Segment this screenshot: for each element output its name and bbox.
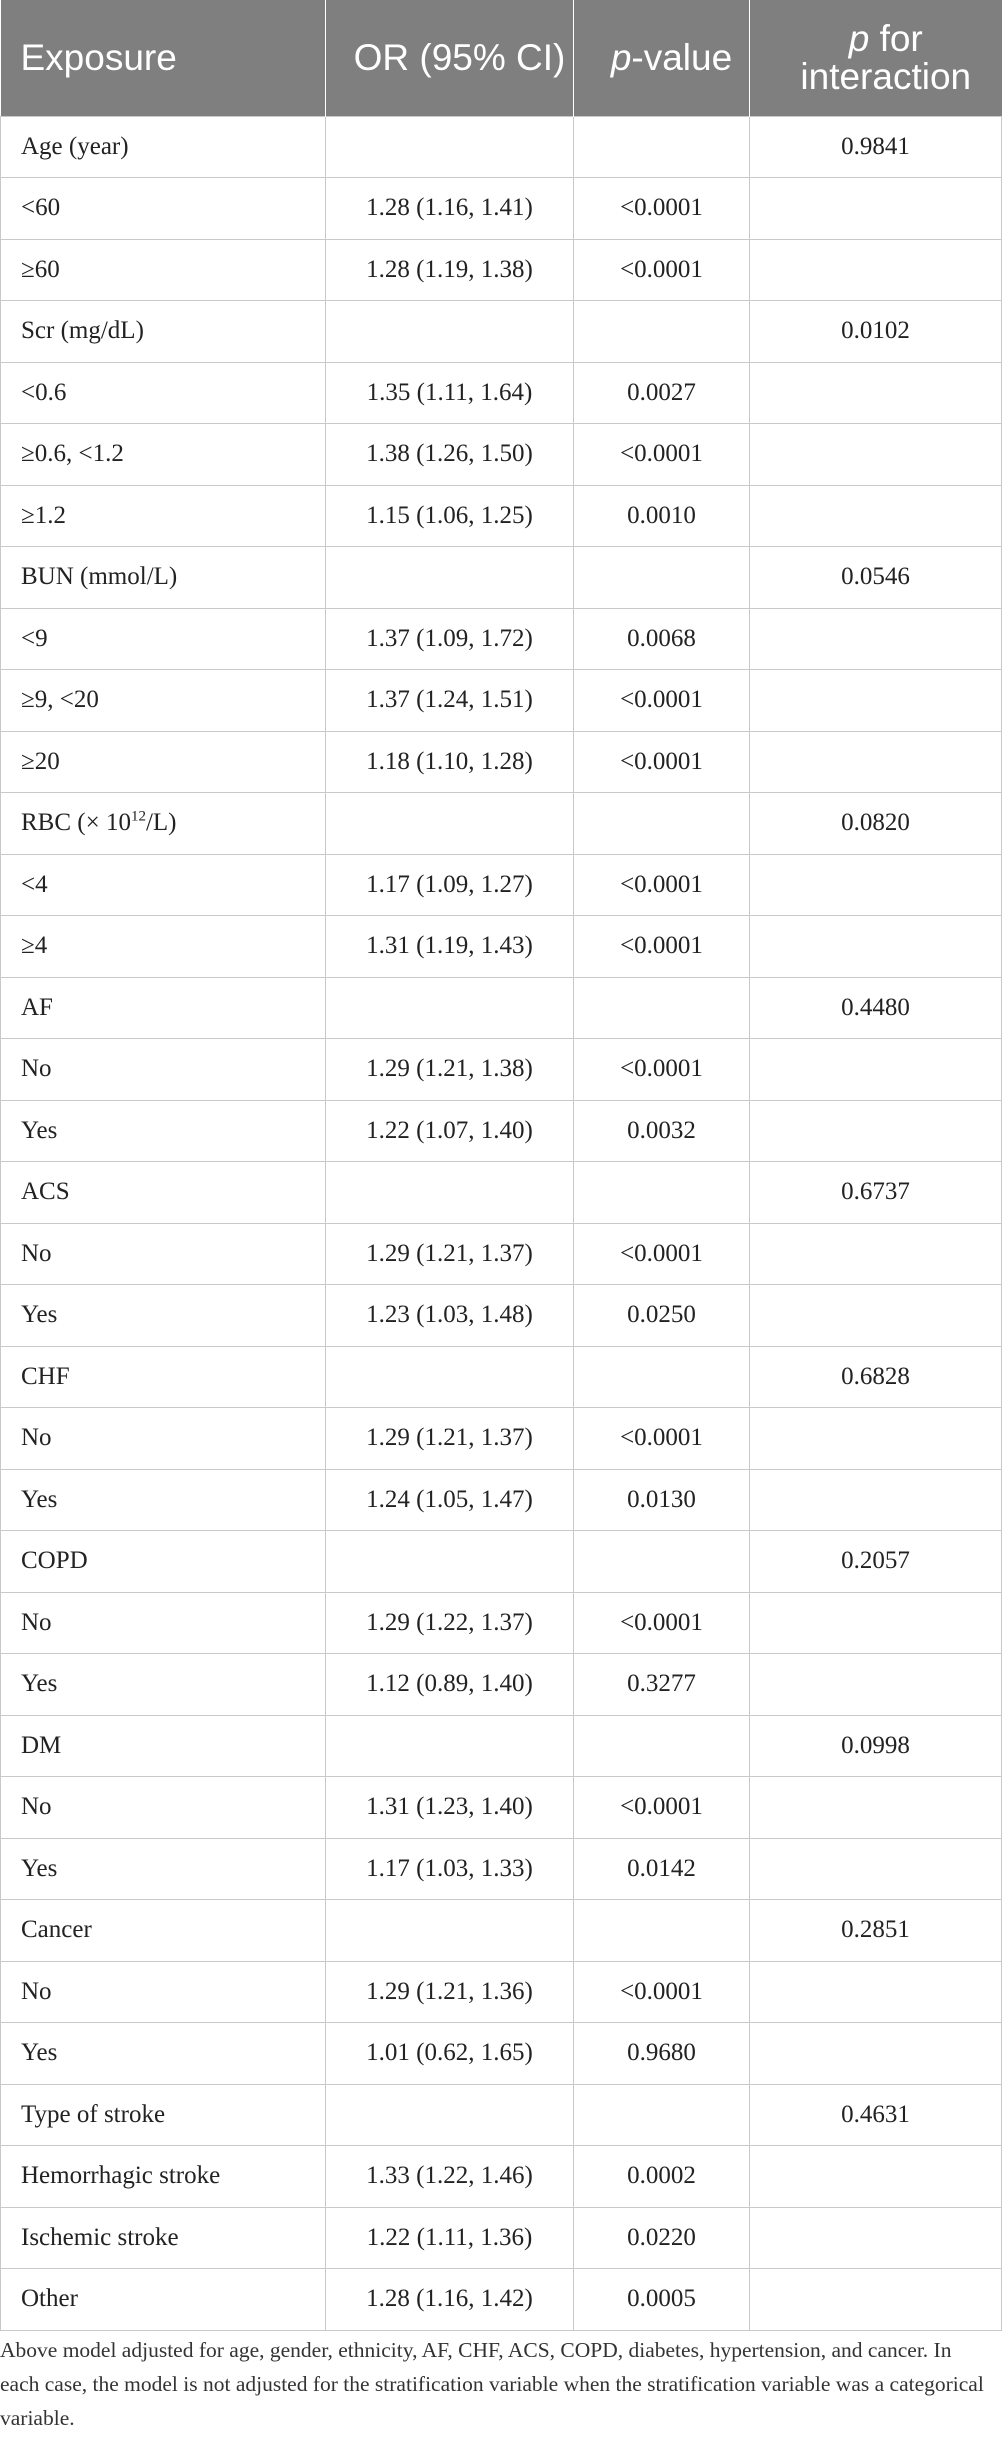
- exposure-label: AF: [21, 993, 53, 1021]
- cell-or: [326, 977, 574, 1039]
- cell-pvalue: <0.0001: [574, 1961, 750, 2023]
- exposure-label: Yes: [21, 1670, 58, 1698]
- cell-or: 1.37 (1.09, 1.72): [326, 608, 574, 670]
- cell-pvalue: <0.0001: [574, 1039, 750, 1101]
- cell-pvalue: [574, 793, 750, 855]
- cell-or: [326, 547, 574, 609]
- cell-pvalue: 0.0027: [574, 362, 750, 424]
- cell-or: [326, 2084, 574, 2146]
- table-row: [1, 977, 1002, 1039]
- cell-exposure: [1, 1408, 326, 1470]
- cell-p-interaction: 0.2851: [750, 1900, 1002, 1962]
- cell-pvalue: 0.0005: [574, 2269, 750, 2331]
- cell-exposure: [1, 1285, 326, 1347]
- cell-or: 1.31 (1.23, 1.40): [326, 1777, 574, 1839]
- table-row: [1, 608, 1002, 670]
- cell-p-interaction: [750, 854, 1002, 916]
- exposure-label: <4: [21, 870, 48, 898]
- cell-p-interaction: 0.0998: [750, 1715, 1002, 1777]
- table-row: [1, 2269, 1002, 2331]
- cell-exposure: [1, 1039, 326, 1101]
- table-row: [1, 916, 1002, 978]
- cell-or: 1.12 (0.89, 1.40): [326, 1654, 574, 1716]
- exposure-superscript: 12: [130, 808, 146, 825]
- cell-or: 1.28 (1.16, 1.41): [326, 178, 574, 240]
- table-row: [1, 1223, 1002, 1285]
- table-row: [1, 670, 1002, 732]
- cell-p-interaction: [750, 362, 1002, 424]
- cell-exposure: [1, 239, 326, 301]
- cell-exposure: [1, 301, 326, 363]
- cell-exposure: [1, 1654, 326, 1716]
- table-row: [1, 239, 1002, 301]
- cell-pvalue: <0.0001: [574, 1408, 750, 1470]
- cell-or: 1.37 (1.24, 1.51): [326, 670, 574, 732]
- cell-or: [326, 116, 574, 178]
- cell-pvalue: <0.0001: [574, 239, 750, 301]
- cell-or: 1.33 (1.22, 1.46): [326, 2146, 574, 2208]
- table-row: [1, 854, 1002, 916]
- cell-pvalue: <0.0001: [574, 1223, 750, 1285]
- cell-exposure: [1, 424, 326, 486]
- cell-or: 1.29 (1.21, 1.37): [326, 1408, 574, 1470]
- table-row: [1, 1469, 1002, 1531]
- cell-exposure: [1, 1346, 326, 1408]
- cell-exposure: [1, 1961, 326, 2023]
- cell-p-interaction: [750, 1223, 1002, 1285]
- exposure-label: ≥4: [21, 932, 48, 960]
- exposure-label: ≥0.6, <1.2: [21, 440, 124, 468]
- exposure-label: Yes: [21, 2039, 58, 2067]
- cell-pvalue: [574, 547, 750, 609]
- cell-pvalue: <0.0001: [574, 1592, 750, 1654]
- cell-pvalue: 0.0130: [574, 1469, 750, 1531]
- cell-or: 1.28 (1.16, 1.42): [326, 2269, 574, 2331]
- cell-or: 1.22 (1.11, 1.36): [326, 2207, 574, 2269]
- header-pvalue: [574, 0, 750, 116]
- exposure-label: Yes: [21, 1116, 58, 1144]
- header-pvalue-rest: -value: [631, 36, 733, 78]
- cell-or: 1.29 (1.21, 1.38): [326, 1039, 574, 1101]
- cell-exposure: [1, 485, 326, 547]
- exposure-label: RBC (× 10: [21, 809, 131, 837]
- table-row: [1, 1777, 1002, 1839]
- cell-p-interaction: [750, 239, 1002, 301]
- cell-exposure: [1, 1715, 326, 1777]
- cell-exposure: [1, 977, 326, 1039]
- cell-exposure: [1, 1592, 326, 1654]
- exposure-label: No: [21, 1424, 52, 1452]
- table-row: [1, 485, 1002, 547]
- cell-p-interaction: [750, 1592, 1002, 1654]
- table-row: [1, 116, 1002, 178]
- table-row: [1, 1039, 1002, 1101]
- exposure-label: Cancer: [21, 1916, 92, 1944]
- cell-p-interaction: [750, 1285, 1002, 1347]
- table-row: [1, 2146, 1002, 2208]
- cell-exposure: [1, 1900, 326, 1962]
- exposure-label: <0.6: [21, 378, 67, 406]
- cell-p-interaction: [750, 1838, 1002, 1900]
- cell-exposure: [1, 362, 326, 424]
- cell-or: 1.17 (1.09, 1.27): [326, 854, 574, 916]
- cell-or: 1.18 (1.10, 1.28): [326, 731, 574, 793]
- cell-p-interaction: 0.4631: [750, 2084, 1002, 2146]
- exposure-label: Type of stroke: [21, 2100, 166, 2128]
- cell-pvalue: <0.0001: [574, 916, 750, 978]
- cell-exposure: [1, 670, 326, 732]
- table-footnote: Above model adjusted for age, gender, ethnicity, AF, CHF, ACS, COPD, diabetes, hypertension, and cancer. In each case, the model is not adjusted for the stratification variable when the stratification variable was a categorical variable.: [0, 2338, 984, 2430]
- table-body: [1, 116, 1002, 2330]
- cell-pvalue: <0.0001: [574, 178, 750, 240]
- header-or: OR (95% CI): [326, 0, 574, 116]
- cell-or: [326, 1715, 574, 1777]
- header-exposure: Exposure: [1, 0, 326, 116]
- exposure-label: Yes: [21, 1485, 58, 1513]
- header-pvalue-p: p: [610, 36, 632, 78]
- cell-pvalue: 0.0142: [574, 1838, 750, 1900]
- table-row: [1, 1961, 1002, 2023]
- cell-pvalue: [574, 301, 750, 363]
- cell-exposure: [1, 116, 326, 178]
- exposure-label: Ischemic stroke: [21, 2223, 179, 2251]
- table-row: [1, 1900, 1002, 1962]
- exposure-label: No: [21, 1793, 52, 1821]
- cell-exposure: [1, 178, 326, 240]
- cell-or: [326, 1900, 574, 1962]
- table-row: [1, 793, 1002, 855]
- exposure-label: ACS: [21, 1178, 70, 1206]
- cell-p-interaction: [750, 178, 1002, 240]
- cell-p-interaction: 0.0102: [750, 301, 1002, 363]
- cell-pvalue: 0.9680: [574, 2023, 750, 2085]
- cell-pvalue: 0.3277: [574, 1654, 750, 1716]
- cell-pvalue: <0.0001: [574, 854, 750, 916]
- cell-p-interaction: [750, 1961, 1002, 2023]
- cell-exposure: [1, 2207, 326, 2269]
- cell-p-interaction: 0.4480: [750, 977, 1002, 1039]
- cell-pvalue: 0.0002: [574, 2146, 750, 2208]
- cell-or: 1.38 (1.26, 1.50): [326, 424, 574, 486]
- cell-pvalue: <0.0001: [574, 670, 750, 732]
- exposure-label: ≥60: [21, 255, 60, 283]
- exposure-label: Scr (mg/dL): [21, 317, 144, 345]
- cell-pvalue: 0.0068: [574, 608, 750, 670]
- cell-p-interaction: [750, 2023, 1002, 2085]
- cell-p-interaction: 0.9841: [750, 116, 1002, 178]
- cell-p-interaction: [750, 424, 1002, 486]
- table-row: [1, 1838, 1002, 1900]
- exposure-label: COPD: [21, 1547, 88, 1575]
- cell-pvalue: [574, 2084, 750, 2146]
- table-row: [1, 424, 1002, 486]
- cell-exposure: [1, 793, 326, 855]
- table-row: [1, 1162, 1002, 1224]
- cell-pvalue: 0.0250: [574, 1285, 750, 1347]
- table-row: [1, 1531, 1002, 1593]
- exposure-label: No: [21, 1239, 52, 1267]
- cell-or: 1.23 (1.03, 1.48): [326, 1285, 574, 1347]
- cell-p-interaction: [750, 2146, 1002, 2208]
- cell-p-interaction: [750, 731, 1002, 793]
- cell-p-interaction: 0.6737: [750, 1162, 1002, 1224]
- cell-exposure: [1, 1469, 326, 1531]
- exposure-label: BUN (mmol/L): [21, 563, 178, 591]
- cell-exposure: [1, 1223, 326, 1285]
- cell-pvalue: [574, 1162, 750, 1224]
- cell-pvalue: <0.0001: [574, 424, 750, 486]
- cell-pvalue: [574, 116, 750, 178]
- cell-p-interaction: 0.6828: [750, 1346, 1002, 1408]
- cell-p-interaction: 0.0546: [750, 547, 1002, 609]
- table-row: [1, 2207, 1002, 2269]
- cell-or: 1.01 (0.62, 1.65): [326, 2023, 574, 2085]
- header-pint-p: p: [848, 17, 870, 59]
- table-row: [1, 301, 1002, 363]
- exposure-label: ≥1.2: [21, 501, 66, 529]
- cell-or: 1.15 (1.06, 1.25): [326, 485, 574, 547]
- cell-p-interaction: [750, 1777, 1002, 1839]
- table-header: [1, 0, 1002, 116]
- table-row: [1, 547, 1002, 609]
- cell-pvalue: 0.0220: [574, 2207, 750, 2269]
- cell-exposure: [1, 1162, 326, 1224]
- cell-or: [326, 793, 574, 855]
- cell-exposure: [1, 854, 326, 916]
- cell-or: 1.29 (1.21, 1.37): [326, 1223, 574, 1285]
- cell-p-interaction: 0.2057: [750, 1531, 1002, 1593]
- cell-exposure: [1, 2023, 326, 2085]
- cell-or: 1.35 (1.11, 1.64): [326, 362, 574, 424]
- exposure-label: Hemorrhagic stroke: [21, 2162, 221, 2190]
- cell-or: 1.29 (1.22, 1.37): [326, 1592, 574, 1654]
- table-row: [1, 1654, 1002, 1716]
- exposure-label: <60: [21, 194, 61, 222]
- cell-exposure: [1, 2269, 326, 2331]
- cell-exposure: [1, 608, 326, 670]
- table-row: [1, 362, 1002, 424]
- table-row: [1, 1285, 1002, 1347]
- cell-pvalue: [574, 977, 750, 1039]
- table-row: [1, 1715, 1002, 1777]
- cell-exposure: [1, 1838, 326, 1900]
- cell-pvalue: [574, 1900, 750, 1962]
- table-row: [1, 178, 1002, 240]
- cell-p-interaction: [750, 485, 1002, 547]
- cell-or: 1.31 (1.19, 1.43): [326, 916, 574, 978]
- exposure-label: No: [21, 1977, 52, 2005]
- cell-exposure: [1, 731, 326, 793]
- exposure-label: Age (year): [21, 132, 129, 160]
- header-pint-rest: for interaction: [800, 17, 972, 97]
- exposure-label: No: [21, 1055, 52, 1083]
- cell-exposure: [1, 1777, 326, 1839]
- table-row: [1, 1100, 1002, 1162]
- exposure-label: ≥9, <20: [21, 686, 99, 714]
- table-row: [1, 731, 1002, 793]
- cell-or: 1.29 (1.21, 1.36): [326, 1961, 574, 2023]
- exposure-label: No: [21, 1608, 52, 1636]
- cell-p-interaction: [750, 670, 1002, 732]
- cell-p-interaction: [750, 916, 1002, 978]
- cell-p-interaction: [750, 1100, 1002, 1162]
- cell-exposure: [1, 916, 326, 978]
- cell-or: 1.24 (1.05, 1.47): [326, 1469, 574, 1531]
- table-row: [1, 2023, 1002, 2085]
- cell-pvalue: [574, 1715, 750, 1777]
- cell-p-interaction: [750, 2269, 1002, 2331]
- cell-or: [326, 1531, 574, 1593]
- cell-or: [326, 301, 574, 363]
- cell-pvalue: [574, 1531, 750, 1593]
- cell-or: 1.22 (1.07, 1.40): [326, 1100, 574, 1162]
- cell-p-interaction: [750, 1654, 1002, 1716]
- cell-p-interaction: [750, 1039, 1002, 1101]
- cell-exposure: [1, 547, 326, 609]
- table-row: [1, 1346, 1002, 1408]
- cell-exposure: [1, 2146, 326, 2208]
- header-p-interaction: [750, 0, 1002, 116]
- cell-exposure: [1, 1531, 326, 1593]
- cell-or: [326, 1346, 574, 1408]
- cell-pvalue: 0.0010: [574, 485, 750, 547]
- exposure-label: DM: [21, 1731, 62, 1759]
- exposure-label: ≥20: [21, 747, 60, 775]
- cell-pvalue: <0.0001: [574, 1777, 750, 1839]
- exposure-label: Yes: [21, 1301, 58, 1329]
- table-row: [1, 1408, 1002, 1470]
- exposure-suffix: /L): [145, 809, 177, 837]
- cell-p-interaction: [750, 1408, 1002, 1470]
- cell-p-interaction: 0.0820: [750, 793, 1002, 855]
- cell-p-interaction: [750, 1469, 1002, 1531]
- cell-pvalue: <0.0001: [574, 731, 750, 793]
- cell-pvalue: [574, 1346, 750, 1408]
- table-row: [1, 2084, 1002, 2146]
- cell-pvalue: 0.0032: [574, 1100, 750, 1162]
- exposure-label: <9: [21, 624, 48, 652]
- cell-exposure: [1, 1100, 326, 1162]
- cell-p-interaction: [750, 608, 1002, 670]
- exposure-label: CHF: [21, 1362, 70, 1390]
- cell-or: 1.17 (1.03, 1.33): [326, 1838, 574, 1900]
- exposure-label: Other: [21, 2285, 78, 2313]
- exposure-label: Yes: [21, 1854, 58, 1882]
- table-row: [1, 1592, 1002, 1654]
- cell-p-interaction: [750, 2207, 1002, 2269]
- cell-exposure: [1, 2084, 326, 2146]
- cell-or: 1.28 (1.19, 1.38): [326, 239, 574, 301]
- cell-or: [326, 1162, 574, 1224]
